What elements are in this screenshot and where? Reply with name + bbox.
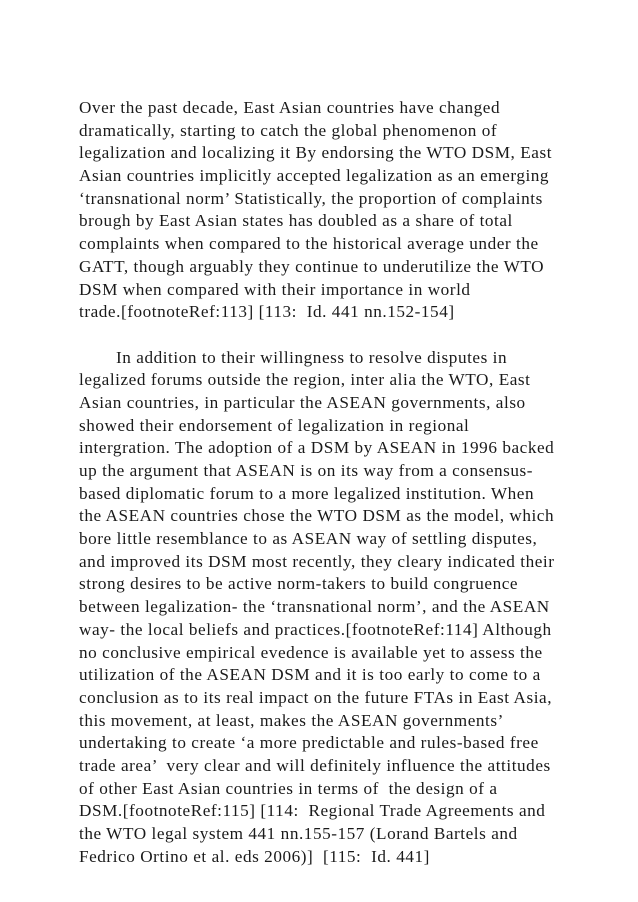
paragraph-line: brough by East Asian states has doubled as a share of total [79,211,513,231]
paragraph-2 [79,347,579,869]
paragraph-line: strong desires to be active norm-takers to build congruence [79,574,519,594]
paragraph-line: legalized forums outside the region, inter alia the WTO, East [79,370,531,390]
paragraph-line: showed their endorsement of legalization in regional [79,415,470,435]
paragraph-line: way- the local beliefs and practices.[footnoteRef:114] Although [79,619,552,639]
paragraph-line: of other East Asian countries in terms of the design of a [79,778,498,798]
paragraph-line: the ASEAN countries chose the WTO DSM as the model, which [79,506,555,526]
paragraph-line: trade area’ very clear and will definitely influence the attitudes [79,755,551,775]
paragraph-line: intergration. The adoption of a DSM by ASEAN in 1996 backed [79,438,555,458]
paragraph-line: based diplomatic forum to a more legalized institution. When [79,483,535,503]
paragraph-line: trade.[footnoteRef:113] [113: Id. 441 nn.152-154] [79,302,455,322]
paragraph-line: no conclusive empirical evedence is available yet to assess the [79,642,543,662]
paragraph-line: complaints when compared to the historical average under the [79,234,539,254]
paragraph-spacer [79,324,579,347]
paragraph-line: bore little resemblance to as ASEAN way of settling disputes, [79,529,538,549]
paragraph-line: dramatically, starting to catch the global phenomenon of [79,120,498,140]
paragraph-line: GATT, though arguably they continue to underutilize the WTO [79,256,545,276]
paragraph-line: ‘transnational norm’ Statistically, the proportion of complaints [79,188,543,208]
document-text [79,97,579,868]
paragraph-line: undertaking to create ‘a more predictable and rules-based free [79,733,539,753]
paragraph-line: Asian countries, in particular the ASEAN governments, also [79,392,526,412]
paragraph-line: utilization of the ASEAN DSM and it is too early to come to a [79,665,541,685]
paragraph-line: the WTO legal system 441 nn.155-157 (Lorand Bartels and [79,824,518,843]
paragraph-line: legalization and localizing it By endorsing the WTO DSM, East [79,143,553,163]
paragraph-line: Over the past decade, East Asian countries have changed [79,98,501,117]
paragraph-1 [79,97,579,324]
paragraph-line: Asian countries implicitly accepted legalization as an emerging [79,166,550,186]
paragraph-line: and improved its DSM most recently, they cleary indicated their [79,551,555,571]
paragraph-line: this movement, at least, makes the ASEAN governments’ [79,710,504,730]
paragraph-line: Fedrico Ortino et al. eds 2006)] [115: Id. 441] [79,846,430,866]
paragraph-line: In addition to their willingness to resolve disputes in [116,347,508,367]
paragraph-line: conclusion as to its real impact on the future FTAs in East Asia, [79,687,553,707]
paragraph-line: DSM when compared with their importance in world [79,279,471,299]
paragraph-line: between legalization- the ‘transnational norm’, and the ASEAN [79,597,550,617]
paragraph-line: up the argument that ASEAN is on its way from a consensus- [79,461,534,480]
paragraph-line: DSM.[footnoteRef:115] [114: Regional Trade Agreements and [79,801,546,821]
